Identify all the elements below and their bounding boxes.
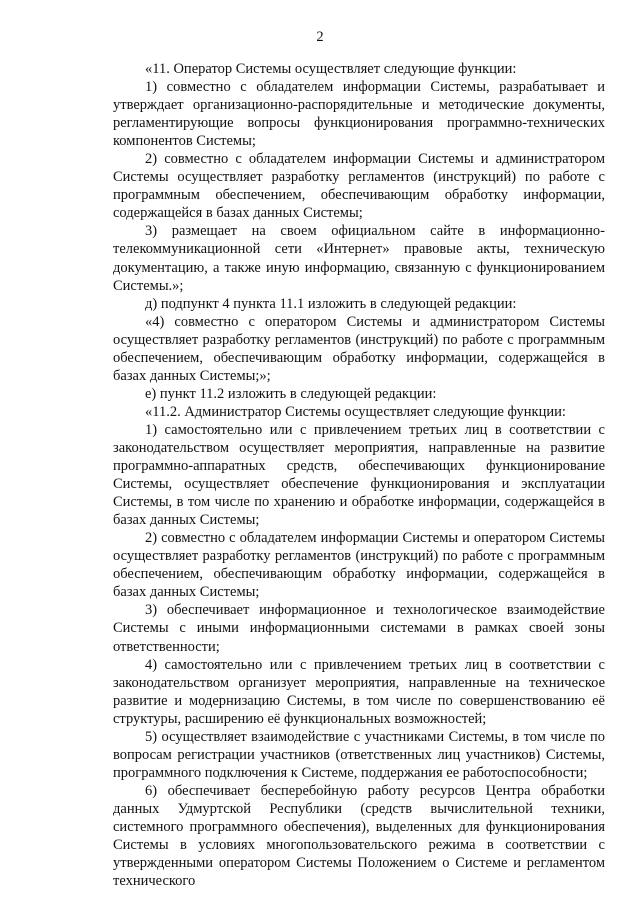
paragraph-administrator-functions-intro: «11.2. Администратор Системы осуществляет следующие функции: — [145, 403, 566, 420]
paragraph-operator-function-2: 2) совместно с обладателем информации Системы и администратором Системы осуществляет разработку регламентов (инструкций) по работе с программным обеспечением, обеспечивающим обработку информации, содержащейся в базах данных Системы; — [113, 151, 605, 222]
document-body — [113, 60, 605, 890]
paragraph-administrator-function-3: 3) обеспечивает информационное и технологическое взаимодействие Системы с иными информационными системами в рамках своей зоны ответственности; — [113, 602, 605, 655]
paragraph-administrator-function-5: 5) осуществляет взаимодействие с участниками Системы, в том числе по вопросам регистрации участников (ответственных лиц участников) Системы, программного подключения к Системе, поддержания ее работоспособности; — [113, 728, 605, 781]
paragraph-amendment-d-text: «4) совместно с оператором Системы и администратором Системы осуществляет разработку регламентов (инструкций) по работе с программным обеспечением, обеспечивающим обработку информации, содержащейся в базах данных Системы;»; — [113, 313, 605, 384]
paragraph-amendment-e: е) пункт 11.2 изложить в следующей редакции: — [145, 385, 437, 402]
paragraph-operator-function-3: 3) размещает на своем официальном сайте в информационно-телекоммуникационной сети «Интернет» правовые акты, техническую документацию, а также иную информацию, связанную с функционированием Системы.»; — [113, 223, 605, 294]
paragraph-administrator-function-2: 2) совместно с обладателем информации Системы и оператором Системы осуществляет разработку регламентов (инструкций) по работе с программным обеспечением, обеспечивающим обработку информации, содержащейся в базах данных Системы; — [113, 530, 605, 601]
paragraph-administrator-function-6: 6) обеспечивает бесперебойную работу ресурсов Центра обработки данных Удмуртской Республики (средств вычислительной техники, системного программного обеспечения), выделенных для функционирования Системы в условиях многопользовательского режима в соответствии с утвержденными оператором Системы Положением о Системе и регламентом технического — [113, 782, 605, 890]
paragraph-administrator-function-4: 4) самостоятельно или с привлечением третьих лиц в соответствии с законодательством организует мероприятия, направленные на техническое развитие и модернизацию Системы, в том числе по совершенствованию её структуры, расширению её функциональных возможностей; — [113, 656, 605, 727]
page-number: 2 — [316, 29, 324, 45]
paragraph-administrator-function-1: 1) самостоятельно или с привлечением третьих лиц в соответствии с законодательством осуществляет мероприятия, направленные на развитие программно-аппаратных средств, обеспечивающих функционирование Системы, осуществляет обеспечение функционирования и эксплуатации Системы, в том числе по хранению и обработке информации, содержащейся в базах данных Системы; — [113, 421, 605, 529]
paragraph-amendment-d: д) подпункт 4 пункта 11.1 изложить в следующей редакции: — [145, 295, 517, 312]
paragraph-operator-function-1: 1) совместно с обладателем информации Системы, разрабатывает и утверждает организационно-распорядительные и методические документы, регламентирующие вопросы функционирования программно-технических компонентов Системы; — [113, 79, 605, 150]
paragraph-operator-functions-intro: «11. Оператор Системы осуществляет следующие функции: — [145, 61, 517, 77]
